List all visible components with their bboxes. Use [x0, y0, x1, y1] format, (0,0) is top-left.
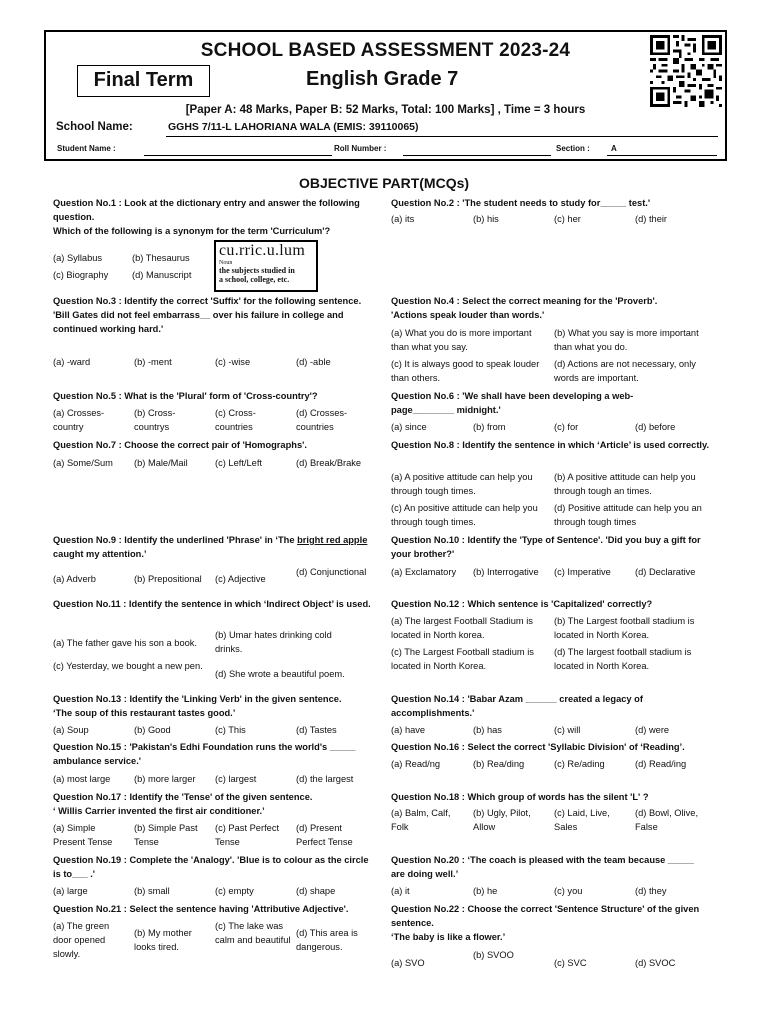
- option-b: (b) A positive attitude can help you through tough an times.: [554, 472, 696, 496]
- header-box: [44, 30, 727, 161]
- option-c: (c) her: [554, 214, 581, 224]
- question-21: Question No.21 : Select the sentence having 'Attributive Adjective'.: [53, 904, 349, 914]
- option-c: (c) This: [215, 725, 246, 735]
- option-a: (a) The father gave his son a book.: [53, 638, 198, 648]
- option-b: (b) has: [473, 725, 502, 735]
- option-a: (a) Adverb: [53, 574, 96, 584]
- option-c: (c) Past Perfect Tense: [215, 823, 280, 847]
- option-a: (a) -ward: [53, 357, 91, 367]
- option-d: (d) they: [635, 886, 667, 896]
- option-b: (b) Good: [134, 725, 171, 735]
- option-b: (b) Cross-countrys: [134, 408, 176, 432]
- option-a: (a) Soup: [53, 725, 89, 735]
- option-d: (d) shape: [296, 886, 336, 896]
- option-a: (a) SVO: [391, 958, 425, 968]
- grade-title: English Grade 7: [306, 68, 459, 90]
- option-b: (b) Prepositional: [134, 574, 202, 584]
- option-b: (b) he: [473, 886, 498, 896]
- section-label: Section :: [556, 144, 590, 153]
- option-d: (d) Manuscript: [132, 270, 192, 280]
- option-b: (b) from: [473, 422, 506, 432]
- option-c: (c) Biography: [53, 270, 109, 280]
- option-b: (b) Male/Mail: [134, 458, 188, 468]
- section-value: A: [611, 144, 617, 153]
- question-12: Question No.12 : Which sentence is 'Capitalized' correctly?: [391, 599, 653, 609]
- option-a: (a) Simple Present Tense: [53, 823, 113, 847]
- option-c: (c) It is always good to speak louder than others.: [391, 359, 540, 383]
- option-c: (c) Imperative: [554, 567, 611, 577]
- option-b: (b) Thesaurus: [132, 253, 190, 263]
- question-8: Question No.8 : Identify the sentence in which ‘Article’ is used correctly.: [391, 440, 710, 450]
- option-d: (d) Positive attitude can help you an through tough times: [554, 503, 702, 527]
- dictionary-entry-image: [214, 240, 318, 292]
- question-7: Question No.7 : Choose the correct pair of 'Homographs'.: [53, 440, 307, 450]
- option-d: (d) This area is dangerous.: [296, 928, 358, 952]
- question-18: Question No.18 : Which group of words has the silent 'L' ?: [391, 792, 649, 802]
- question-14: Question No.14 : 'Babar Azam ______ created a legacy of accomplishments.': [391, 694, 643, 719]
- option-c: (c) Yesterday, we bought a new pen.: [53, 661, 203, 671]
- option-a: (a) The largest Football Stadium is located in North korea.: [391, 616, 533, 640]
- question-22: Question No.22 : Choose the correct 'Sentence Structure' of the given sentence. ‘The baby is like a flower.’: [391, 904, 700, 943]
- option-b: (b) SVOO: [473, 950, 514, 960]
- student-name-label: Student Name :: [57, 144, 116, 153]
- option-c: (c) Re/ading: [554, 759, 605, 769]
- option-a: (a) What you do is more important than what you say.: [391, 328, 532, 352]
- question-13: Question No.13 : Identify the 'Linking Verb' in the given sentence. ‘The soup of this restaurant tastes good.’: [53, 694, 342, 719]
- option-d: (d) Crosses-countries: [296, 408, 348, 432]
- option-a: (a) Syllabus: [53, 253, 103, 263]
- question-3: Question No.3 : Identify the correct 'Suffix' for the following sentence. 'Bill Gates did not feel embarrass__ over his failure in college and continued working hard.': [53, 296, 362, 335]
- option-c: (c) empty: [215, 886, 254, 896]
- option-d: (d) Present Perfect Tense: [296, 823, 353, 847]
- option-d: (d) Declarative: [635, 567, 696, 577]
- option-a: (a) it: [391, 886, 410, 896]
- dictionary-word: cu.rric.u.lum: [219, 242, 306, 259]
- question-4: Question No.4 : Select the correct meaning for the 'Proverb'. 'Actions speak louder than words.': [391, 296, 658, 321]
- option-d: (d) -able: [296, 357, 331, 367]
- question-2: Question No.2 : 'The student needs to study for_____ test.': [391, 198, 651, 208]
- option-c: (c) will: [554, 725, 581, 735]
- option-c: (c) The lake was calm and beautiful: [215, 921, 291, 945]
- school-label: School Name:: [56, 121, 133, 133]
- underlined-phrase: bright red apple: [297, 535, 368, 545]
- term-badge: Final Term: [77, 65, 210, 97]
- dictionary-definition-2: a school, college, etc.: [219, 275, 290, 284]
- dictionary-definition-1: the subjects studied in: [219, 266, 295, 275]
- option-d: (d) Break/Brake: [296, 458, 362, 468]
- student-name-line: [144, 155, 332, 156]
- option-c: (c) SVC: [554, 958, 587, 968]
- question-6: Question No.6 : 'We shall have been developing a web-page________ midnight.': [391, 391, 634, 416]
- question-17: Question No.17 : Identify the 'Tense' of the given sentence. ‘ Willis Carrier invented the first air conditioner.’: [53, 792, 313, 817]
- option-c: (c) Left/Left: [215, 458, 263, 468]
- option-b: (b) -ment: [134, 357, 172, 367]
- question-9: Question No.9 : Identify the underlined 'Phrase' in ‘The bright red apple caught my attention.’: [53, 535, 368, 560]
- question-1: Question No.1 : Look at the dictionary entry and answer the following question. Which of the following is a synonym for the term 'Curriculum'?: [53, 198, 360, 237]
- question-15: Question No.15 : 'Pakistan's Edhi Foundation runs the world's _____ ambulance service.': [53, 742, 356, 767]
- option-d: (d) SVOC: [635, 958, 676, 968]
- option-b: (b) The Largest football stadium is located in North Korea.: [554, 616, 695, 640]
- option-b: (b) Ugly, Pilot, Allow: [473, 808, 531, 832]
- roll-number-label: Roll Number :: [334, 144, 387, 153]
- option-b: (b) small: [134, 886, 170, 896]
- section-line: [607, 155, 717, 156]
- option-b: (b) Umar hates drinking cold drinks.: [215, 630, 332, 654]
- option-c: (c) you: [554, 886, 583, 896]
- section-title: OBJECTIVE PART(MCQs): [298, 175, 470, 191]
- option-c: (c) The Largest Football stadium is located in North Korea.: [391, 647, 534, 671]
- option-d: (d) Tastes: [296, 725, 337, 735]
- option-b: (b) Simple Past Tense: [134, 823, 198, 847]
- dictionary-pos: Noun: [219, 260, 233, 266]
- option-c: (c) Laid, Live, Sales: [554, 808, 610, 832]
- option-a: (a) Balm, Calf, Folk: [391, 808, 451, 832]
- roll-number-line: [403, 155, 551, 156]
- option-c: (c) for: [554, 422, 579, 432]
- option-a: (a) Some/Sum: [53, 458, 113, 468]
- page-title: SCHOOL BASED ASSESSMENT 2023-24: [200, 40, 571, 61]
- question-20: Question No.20 : ‘The coach is pleased with the team because _____ are doing well.’: [391, 855, 694, 880]
- option-a: (a) Read/ng: [391, 759, 441, 769]
- school-value: GGHS 7/11-L LAHORIANA WALA (EMIS: 39110065): [168, 121, 419, 133]
- question-11: Question No.11 : Identify the sentence in which ‘Indirect Object’ is used.: [53, 599, 371, 609]
- option-b: (b) Interrogative: [473, 567, 539, 577]
- paper-info: [Paper A: 48 Marks, Paper B: 52 Marks, Total: 100 Marks] , Time = 3 hours: [185, 104, 586, 116]
- option-d: (d) were: [635, 725, 670, 735]
- option-a: (a) have: [391, 725, 426, 735]
- option-a: (a) Exclamatory: [391, 567, 457, 577]
- option-d: (d) She wrote a beautiful poem.: [215, 669, 345, 679]
- option-d: (d) Bowl, Olive, False: [635, 808, 699, 832]
- option-b: (b) Rea/ding: [473, 759, 525, 769]
- question-16: Question No.16 : Select the correct 'Syllabic Division' of ‘Reading’.: [391, 742, 685, 752]
- option-d: (d) the largest: [296, 774, 354, 784]
- option-d: (d) their: [635, 214, 668, 224]
- option-a: (a) since: [391, 422, 427, 432]
- question-19: Question No.19 : Complete the 'Analogy'. 'Blue is to colour as the circle is to___ .': [53, 855, 369, 880]
- option-c: (c) Adjective: [215, 574, 266, 584]
- option-a: (a) large: [53, 886, 88, 896]
- qr-code-icon: [650, 35, 722, 107]
- option-c: (c) largest: [215, 774, 257, 784]
- option-a: (a) The green door opened slowly.: [53, 921, 110, 959]
- question-5: Question No.5 : What is the 'Plural' form of 'Cross-country'?: [53, 391, 318, 401]
- option-c: (c) -wise: [215, 357, 251, 367]
- option-a: (a) Crosses-country: [53, 408, 105, 432]
- question-10: Question No.10 : Identify the 'Type of Sentence'. 'Did you buy a gift for your brother?': [391, 535, 701, 560]
- option-d: (d) Actions are not necessary, only words are important.: [554, 359, 696, 383]
- option-c: (c) An positive attitude can help you through tough times.: [391, 503, 538, 527]
- option-d: (d) before: [635, 422, 676, 432]
- option-d: (d) Read/ing: [635, 759, 687, 769]
- option-a: (a) A positive attitude can help you through tough times.: [391, 472, 533, 496]
- option-b: (b) more larger: [134, 774, 196, 784]
- option-b: (b) My mother looks tired.: [134, 928, 192, 952]
- option-d: (d) The largest football stadium is located in North Korea.: [554, 647, 692, 671]
- option-c: (c) Cross-countries: [215, 408, 256, 432]
- option-b: (b) What you say is more important than what you do.: [554, 328, 699, 352]
- option-b: (b) his: [473, 214, 499, 224]
- divider: [166, 136, 718, 137]
- option-a: (a) most large: [53, 774, 111, 784]
- option-d: (d) Conjunctional: [296, 567, 367, 577]
- option-a: (a) its: [391, 214, 415, 224]
